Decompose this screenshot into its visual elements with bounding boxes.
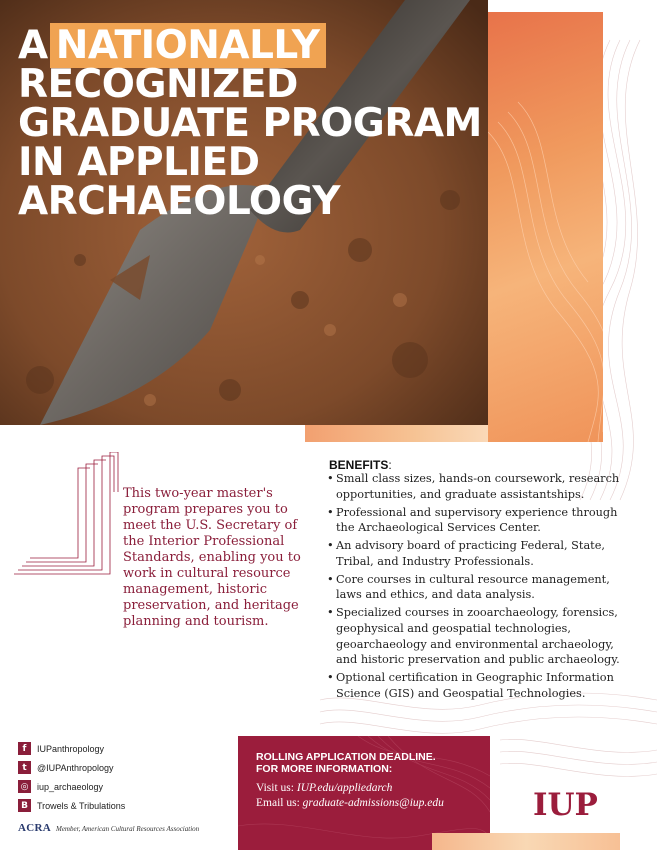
- benefit-item: • Core courses in cultural resource management, laws and ethics, and data analysis.: [326, 572, 626, 603]
- headline-highlight: NATIONALLY: [50, 23, 327, 68]
- orange-gradient-panel: [488, 12, 603, 442]
- benefits-title-colon: :: [388, 458, 392, 472]
- benefit-item: • Specialized courses in zooarchaeology, forensics, geophysical and geospatial technologies, geoarchaeology and environmental archaeology, and historic preservation and public archaeology.: [326, 605, 626, 667]
- visit-label: Visit us:: [256, 782, 297, 794]
- visit-link[interactable]: IUP.edu/appliedarch: [296, 782, 393, 794]
- orange-accent-strip: [305, 425, 488, 442]
- acra-note: Member, American Cultural Resources Association: [55, 825, 200, 833]
- social-instagram[interactable]: [18, 777, 125, 796]
- social-blog[interactable]: [18, 796, 125, 815]
- headline-line-5: ARCHAEOLOGY: [18, 179, 340, 224]
- social-label[interactable]: iup_archaeology: [37, 781, 104, 792]
- benefits-title-text: BENEFITS: [329, 458, 389, 472]
- benefit-item: • Optional certification in Geographic Information Science (GIS) and Geospatial Technologies.: [326, 670, 626, 701]
- deadline-heading: ROLLING APPLICATION DEADLINE.: [256, 751, 436, 763]
- program-intro: This two-year master's program prepares you to meet the U.S. Secretary of the Interior Professional Standards, enabling you to work in cultural resource management, historic preservation, and heritage planning and tourism.: [123, 486, 301, 629]
- decorative-frame-lines: [14, 452, 124, 582]
- visit-line: [256, 781, 444, 796]
- apply-content: [256, 751, 444, 811]
- acra-membership: [18, 822, 199, 834]
- headline: [18, 23, 488, 224]
- twitter-icon: t: [18, 761, 31, 774]
- email-label: Email us:: [256, 797, 303, 809]
- headline-line-4: IN APPLIED: [18, 140, 260, 185]
- benefit-item: • Professional and supervisory experience through the Archaeological Services Center.: [326, 505, 626, 536]
- social-links: [18, 739, 125, 815]
- acra-logo: ACRA: [18, 822, 51, 834]
- benefits-list: [326, 471, 626, 704]
- social-twitter[interactable]: [18, 758, 125, 777]
- iup-logo: IUP: [533, 787, 598, 823]
- benefits-title: [329, 458, 392, 472]
- headline-line-2: RECOGNIZED: [18, 62, 298, 107]
- email-line: [256, 796, 444, 811]
- social-label[interactable]: Trowels & Tribulations: [37, 800, 126, 811]
- email-link[interactable]: graduate-admissions@iup.edu: [302, 797, 444, 809]
- blogger-icon: B: [18, 799, 31, 812]
- social-facebook[interactable]: [18, 739, 125, 758]
- social-label[interactable]: IUPanthropology: [37, 743, 105, 754]
- instagram-icon: ◎: [18, 780, 31, 793]
- bottom-orange-stripe: [432, 833, 620, 850]
- social-label[interactable]: @IUPAnthropology: [37, 762, 114, 773]
- headline-line-3: GRADUATE PROGRAM: [18, 101, 482, 146]
- more-info-heading: FOR MORE INFORMATION:: [256, 763, 393, 775]
- facebook-icon: f: [18, 742, 31, 755]
- headline-word-a: A: [18, 23, 48, 68]
- benefit-item: • Small class sizes, hands-on coursework, research opportunities, and graduate assistantships.: [326, 471, 626, 502]
- headline-line-1: [18, 23, 488, 68]
- benefit-item: • An advisory board of practicing Federal, State, Tribal, and Industry Professionals.: [326, 538, 626, 569]
